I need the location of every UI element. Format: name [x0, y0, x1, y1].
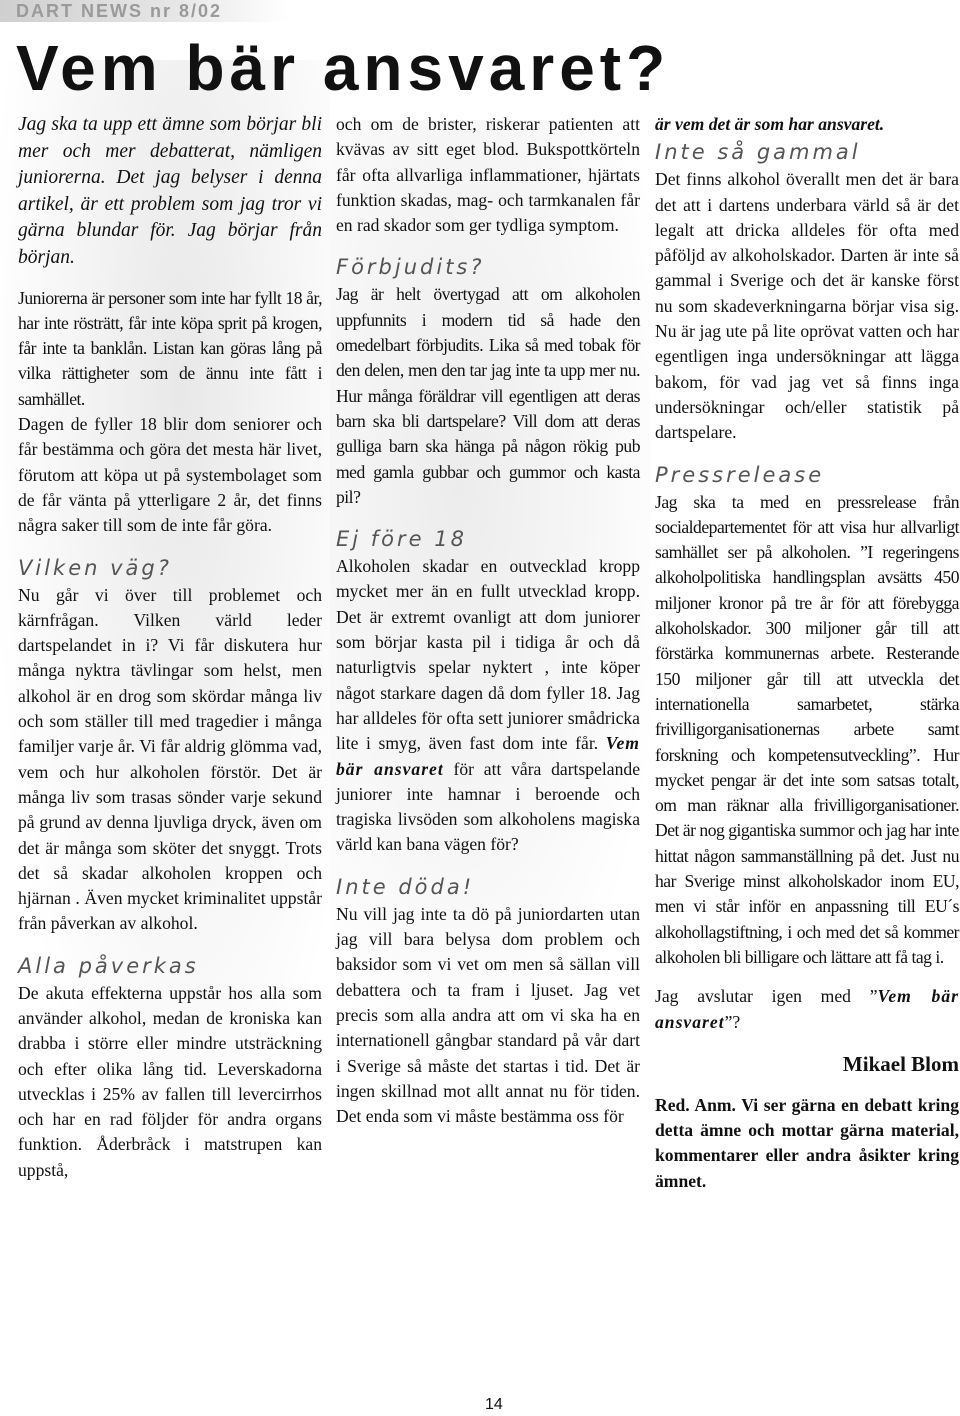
paragraph: är vem det är som har ansvaret. [655, 114, 885, 134]
subheading: Pressrelease [655, 462, 825, 487]
subheading: Förbjudits? [336, 255, 485, 280]
subheading: Inte så gammal [655, 140, 861, 165]
paragraph: Det finns alkohol överallt men det är bara det att i dartens underbara värld så är det legalt att dricka alldeles för ofta med påföljd av alkoholskador. Darten är inte så gammal i Sverige och det är kanske först nu som skadeverkningarna börjar visa sig. Nu är jag ute på lite oprövat vatten och har egentligen inga undersökningar att lägga bakom, för vad jag vet så finns inga undersökningar och/eller statistik på dartspelare. [655, 169, 959, 443]
paragraph: Nu går vi över till problemet och kärnfrågan. Vilken värld leder dartspelandet in i? Vi får diskutera hur många nyktra tävlingar som helst, men alkohol är en drog som skördar många liv och som ställer till med tragedier i många familjer varje år. Vi får aldrig glömma vad, vem och hur alkoholen förstör. Det är många liv som trasas sönder varje sekund på grund av denna ljuvliga dryck, även om det är många som sköter det snyggt. Trots det så skadar alkoholen kroppen och hjärnan . Även mycket kriminalitet uppstår från påverkan av alkohol. [18, 584, 322, 934]
subheading: Alla påverkas [18, 953, 199, 978]
paragraph: De akuta effekterna uppstår hos alla som använder alkohol, medan de kroniska kan drabba i större eller mindre utsträckning och efter olika lång tid. Leverskadorna utvecklas i 25% av fallen till levercirrhos och har en rad följder för andra organs funktion. Åderbråck i matstrupen kan uppstå, [18, 982, 322, 1180]
paragraph: Nu vill jag inte ta dö på juniordarten utan jag vill bara belysa dom problem och baksidor som vi vet om men så sällan vill debattera och ta fram i ljuset. Jag vet precis som alla andra att om vi ska ha en internationell gångbar standard på vår dart i Sverige så måste det startas i tid. Det är ingen skillnad mot allt annat nu för tiden. Det enda som vi måste bestämma oss för [336, 903, 640, 1127]
paragraph: Alkoholen skadar en outvecklad kropp mycket mer än en fullt utvecklad kropp. Det är extremt ovanligt att dom juniorer som börjar kasta pil i tidiga år och då naturligtvis spelar nyktert , inte köper något starkare dagen då dom fyller 18. Jag har alldeles för ofta sett juniorer smådricka lite i smyg, även fast dom inte får. Vem bär ansvaret för att våra dartspelande juniorer inte hamnar i beroende och tragiska livsöden som alkoholens magiska värld kan bana vägen för? [336, 556, 641, 855]
subheading: Ej före 18 [336, 527, 467, 552]
paragraph: och om de brister, riskerar patienten att kvävas av sitt eget blod. Bukspottkörteln får ofta allvarliga inflammationer, hjärtats funktion skadas, mag- och tarmkanalen får en rad skador som ger tydliga symptom. [336, 114, 640, 236]
page-header [0, 0, 960, 22]
paragraph: Dagen de fyller 18 blir dom seniorer och får bestämma och göra det mesta här livet, förutom att köpa ut på systembolaget som de får vänta på ytterligare 2 år, det finns några saker till som de inte får göra. [18, 414, 322, 536]
intro-paragraph: Jag ska ta upp ett ämne som börjar bli mer och mer debatterat, nämligen juniorerna. Det jag belyser i denna artikel, är ett problem som jag tror vi gärna blundar för. Jag börjar från början. [18, 114, 322, 268]
emphasis: Vem bär ansvaret [655, 986, 959, 1032]
page-number: 14 [485, 1396, 503, 1413]
article-title: Vem bär ansvaret? [16, 32, 671, 104]
emphasis: Vem bär ansvaret [336, 733, 640, 779]
column-2 [336, 112, 640, 1129]
issue-label: DART NEWS nr 8/02 [16, 1, 223, 21]
subheading: Vilken väg? [18, 555, 172, 580]
column-1 [18, 112, 322, 1183]
author-signature: Mikael Blom [842, 1051, 959, 1076]
paragraph: Juniorerna är personer som inte har fyllt 18 år, har inte rösträtt, får inte köpa sprit på krogen, får inte ta banklån. Listan kan göras lång på vilka rättigheter som de ännu inte fått i samhället. [18, 287, 322, 409]
paragraph: Jag ska ta med en pressrelease från socialdepartementet för att visa hur allvarligt samhället ser på alkoholen. ”I regeringens alkoholpolitiska handlingsplan avsätts 450 miljoner kronor på tre år för att förebygga alkoholskador. 300 miljoner går till att förstärka kommunernas arbete. Resterande 150 miljoner går till att utveckla det internationella samarbetet, stärka frivilligorganisationernas arbete samt forskning och kompetensutveckling”. Hur mycket pengar är det inte som satsas totalt, om man räknar alla frivilligorganisationer. Det är nog gigantiska summor och jag har inte hittat någon sammanställning på det. Just nu har Sverige minst alkoholskador inom EU, men vi står inför en anpassning till EU´s alkohollagstiftning, i och med det så kommer alkoholen bli billigare och lättare att få tag i. [655, 491, 959, 967]
editor-note: Red. Anm. Vi ser gärna en debatt kring detta ämne och mottar gärna material, kommentarer eller andra åsikter kring ämnet. [655, 1094, 959, 1191]
paragraph: Jag är helt övertygad att om alkoholen uppfunnits i modern tid så hade den omedelbart förbjudits. Lika så med tobak för den delen, men den tar jag inte ta upp mer nu. Hur många föräldrar vill egentligen att deras barn ska bli dartspelare? Vill dom att deras gulliga barn ska hänga på någon rökig pub med gamla gubbar och gummor och kasta pil? [336, 284, 640, 507]
column-3 [655, 112, 959, 1194]
subheading: Inte döda! [336, 874, 475, 899]
paragraph: Jag avslutar igen med ”Vem bär ansvaret”? [655, 986, 959, 1032]
